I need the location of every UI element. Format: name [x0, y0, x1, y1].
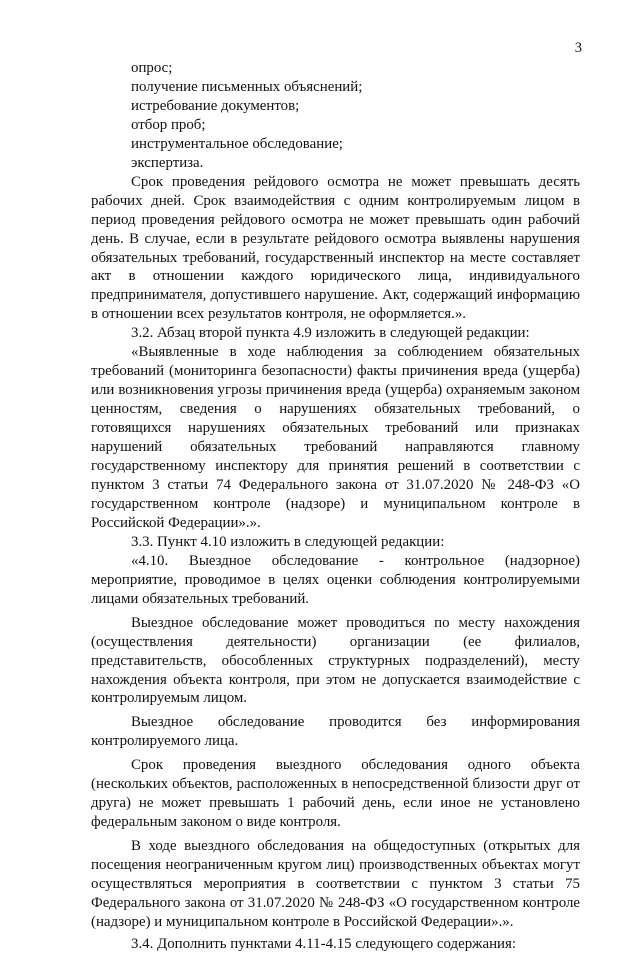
paragraph-quote-4-9: «Выявленные в ходе наблюдения за соблюдением обязательных требований (мониторинга безопасности) факты причинения вреда (ущерба) или возникновения угрозы причинения вреда (ущерба) охраняемым законом ценностям, сведения о нарушениях обязательных требований, о готовящихся нарушениях обязательных требований или признаках нарушений обязательных требований направляются главному государственному инспектору для принятия решений в соответствии с пунктом 3 статьи 74 Федерального закона от 31.07.2020 № 248-ФЗ «О государственном контроле (надзоре) и муниципальном контроле в Российской Федерации».». [91, 344, 580, 531]
paragraph-amendment-3-3: 3.3. Пункт 4.10 изложить в следующей редакции: [131, 533, 445, 550]
paragraph-quote-4-10: «4.10. Выездное обследование - контрольное (надзорное) мероприятие, проводимое в целях оценки соблюдения контролируемыми лицами обязательных требований. [91, 552, 580, 607]
paragraph-public-objects: В ходе выездного обследования на общедоступных (открытых для посещения неограниченным кругом лиц) производственных объектах могут осуществляться мероприятия в соответствии с пунктом 3 статьи 75 Федерального закона от 31.07.2020 № 248-ФЗ «О государственном контроле (надзоре) и муниципальном контроле в Российской Федерации».». [91, 838, 580, 930]
paragraph-site-inspection-term: Срок проведения выездного обследования одного объекта (нескольких объектов, расположенных в непосредственной близости друг от друга) не может превышать 1 рабочий день, если иное не установлено федеральным законом о виде контроля. [91, 757, 580, 831]
paragraph-raid-inspection-term: Срок проведения рейдового осмотра не может превышать десять рабочих дней. Срок взаимодействия с одним контролируемым лицом в период проведения рейдового осмотра не может превышать один рабочий день. В случае, если в результате рейдового осмотра выявлены нарушения обязательных требований, государственный инспектор на месте составляет акт в отношении каждого юридического лица, индивидуального предпринимателя, допустившего нарушение. Акт, содержащий информацию в отношении всех результатов контроля, не оформляется.». [91, 173, 580, 323]
list-item-written-explanations: получение письменных объяснений; [131, 78, 363, 95]
paragraph-amendment-3-4: 3.4. Дополнить пунктами 4.11-4.15 следующего содержания: [131, 935, 517, 952]
paragraph-site-inspection-location: Выездное обследование может проводиться по месту нахождения (осуществления деятельности) организации (ее филиалов, представительств, обособленных структурных подразделений), месту нахождения объекта контроля, при этом не допускается взаимодействие с контролируемым лицом. [91, 614, 580, 707]
list-item-expertise: экспертиза. [131, 154, 204, 171]
list-item-sampling: отбор проб; [131, 116, 206, 133]
page-number: 3 [574, 40, 582, 56]
document-body [91, 59, 580, 954]
list-item-survey: опрос; [131, 60, 173, 76]
list-item-document-request: истребование документов; [131, 97, 300, 114]
paragraph-without-notification: Выездное обследование проводится без информирования контролируемого лица. [91, 714, 580, 750]
list-item-instrumental-survey: инструментальное обследование; [131, 135, 343, 152]
paragraph-amendment-3-2: 3.2. Абзац второй пункта 4.9 изложить в следующей редакции: [131, 325, 530, 342]
